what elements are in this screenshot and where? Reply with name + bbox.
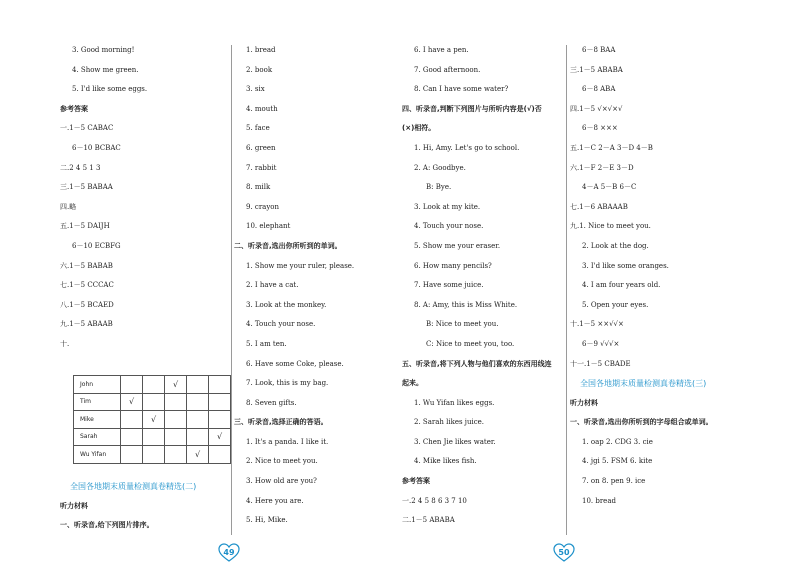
- text-line: 7. Have some juice.: [414, 281, 484, 290]
- grid-cell: [143, 446, 165, 464]
- page-number-left: 49: [218, 543, 240, 563]
- grid-cell: [187, 393, 209, 411]
- answer-line: 四.1－5 √×√×√: [570, 104, 623, 113]
- text-line: 6. Have some Coke, please.: [246, 359, 344, 368]
- text-line: 5. face: [246, 124, 270, 133]
- answer-line: 八.1－5 BCAED: [60, 300, 114, 309]
- text-line: 6. green: [246, 143, 276, 152]
- column-divider: [566, 45, 567, 535]
- text-line: 8. milk: [246, 183, 271, 192]
- question-heading: 起来。: [402, 379, 423, 388]
- text-line: 5. Show me your eraser.: [414, 241, 501, 250]
- row-name: John: [74, 376, 121, 394]
- question-heading: 三、听录音,选择正确的答语。: [234, 418, 328, 427]
- grid-cell: √: [165, 376, 187, 394]
- answers-heading: 参考答案: [402, 477, 430, 486]
- question-heading: 一、听录音,选出你所听到的字母组合或单词。: [570, 418, 713, 427]
- answer-line: 2. Look at the dog.: [582, 241, 649, 250]
- text-line: B: Nice to meet you.: [426, 320, 499, 329]
- question-heading: (×)相符。: [402, 124, 436, 133]
- answer-line: 六.1－F 2－E 3－D: [570, 163, 634, 172]
- section-title: 全国各地期末质量检测真卷精选(二): [70, 482, 197, 491]
- text-line: 10. bread: [582, 496, 616, 505]
- answer-line: 十.1－5 ××√√×: [570, 320, 624, 329]
- answer-line: 4－A 5－B 6－C: [582, 183, 637, 192]
- grid-cell: [121, 446, 143, 464]
- text-line: B: Bye.: [426, 183, 452, 192]
- text-line: C: Nice to meet you, too.: [426, 339, 515, 348]
- text-line: 1. Hi, Amy. Let's go to school.: [414, 143, 520, 152]
- row-name: Wu Yifan: [74, 446, 121, 464]
- grid-cell: √: [143, 411, 165, 429]
- text-line: 3. Chen Jie likes water.: [414, 437, 496, 446]
- answer-line: 二.1－5 ABABA: [402, 516, 455, 525]
- question-heading: 五、听录音,将下列人物与他们喜欢的东西用线连: [402, 359, 552, 368]
- text-line: 2. Sarah likes juice.: [414, 418, 485, 427]
- column-divider: [231, 45, 232, 535]
- answer-line: 一.1－5 CABAC: [60, 124, 114, 133]
- grid-cell: √: [187, 446, 209, 464]
- answer-line: 五.1－C 2－A 3－D 4－B: [570, 143, 653, 152]
- grid-cell: [143, 376, 165, 394]
- table-row: [74, 393, 231, 411]
- text-line: 7. on 8. pen 9. ice: [582, 477, 646, 486]
- question-heading: 二、听录音,选出你所听到的单词。: [234, 241, 342, 250]
- text-line: 8. Seven gifts.: [246, 398, 297, 407]
- text-line: 4. mouth: [246, 104, 278, 113]
- text-line: 2. Nice to meet you.: [246, 457, 318, 466]
- text-line: 4. jgi 5. FSM 6. kite: [582, 457, 653, 466]
- table-row: [74, 428, 231, 446]
- question-heading: 四、听录音,判断下列图片与所听内容是(√)否: [402, 104, 542, 113]
- text-line: 4. Touch your nose.: [414, 222, 484, 231]
- grid-cell: [143, 393, 165, 411]
- answer-line: 七.1－6 ABAAAB: [570, 202, 628, 211]
- column-1-bottom: [60, 477, 230, 536]
- column-2: [234, 41, 394, 531]
- grid-cell: [121, 411, 143, 429]
- answer-line: 6－8 ×××: [582, 124, 618, 133]
- text-line: 3. How old are you?: [246, 477, 317, 486]
- answer-line: 二.2 4 5 1 3: [60, 163, 101, 172]
- text-line: 2. A: Goodbye.: [414, 163, 466, 172]
- row-name: Sarah: [74, 428, 121, 446]
- answer-line: 九.1. Nice to meet you.: [570, 222, 651, 231]
- column-4: [570, 41, 750, 511]
- grid-cell: [143, 428, 165, 446]
- text-line: 6. How many pencils?: [414, 261, 492, 270]
- text-line: 4. Here you are.: [246, 496, 304, 505]
- text-line: 5. I am ten.: [246, 339, 287, 348]
- answer-line: 六.1－5 BABAB: [60, 261, 113, 270]
- text-line: 2. book: [246, 65, 273, 74]
- page-number-right: 50: [553, 543, 575, 563]
- grid-cell: [209, 411, 231, 429]
- answer-line: 一.2 4 5 8 6 3 7 10: [402, 496, 467, 505]
- text-line: 4. Show me green.: [72, 65, 139, 74]
- answer-line: 十一.1－5 CBADE: [570, 359, 631, 368]
- answer-line: 6－8 BAA: [582, 46, 616, 54]
- answer-line: 4. I am four years old.: [582, 281, 661, 290]
- grid-cell: [209, 393, 231, 411]
- grid-cell: √: [121, 393, 143, 411]
- listening-heading: 听力材料: [60, 501, 88, 510]
- answer-line: 6－10 BCBAC: [72, 143, 121, 152]
- grid-cell: [165, 446, 187, 464]
- text-line: 8. Can I have some water?: [414, 85, 509, 94]
- grid-cell: [121, 376, 143, 394]
- text-line: 9. crayon: [246, 202, 280, 211]
- text-line: 3. six: [246, 85, 265, 94]
- answer-line: 6－8 ABA: [582, 85, 616, 94]
- grid-cell: [187, 376, 209, 394]
- listening-heading: 听力材料: [570, 398, 598, 407]
- text-line: 5. Hi, Mike.: [246, 516, 288, 525]
- answer-line: 3. I'd like some oranges.: [582, 261, 669, 270]
- section-title: 全国各地期末质量检测真卷精选(三): [580, 379, 707, 389]
- grid-cell: [121, 428, 143, 446]
- answer-line: 七.1－5 CCCAC: [60, 281, 114, 290]
- text-line: 1. It's a panda. I like it.: [246, 437, 329, 446]
- answer-line: 6－9 √√√×: [582, 339, 620, 348]
- column-3: [402, 41, 572, 531]
- text-line: 4. Touch your nose.: [246, 320, 316, 329]
- answer-grid: [73, 375, 231, 464]
- grid-cell: [209, 376, 231, 394]
- answer-line: 5. Open your eyes.: [582, 300, 649, 309]
- text-line: 5. I'd like some eggs.: [72, 85, 148, 94]
- text-line: 1. oap 2. CDG 3. cie: [582, 437, 653, 446]
- grid-cell: [187, 428, 209, 446]
- grid-cell: [165, 411, 187, 429]
- text-line: 4. Mike likes fish.: [414, 457, 477, 466]
- text-line: 10. elephant: [246, 222, 291, 231]
- table-row: [74, 376, 231, 394]
- table-row: [74, 411, 231, 429]
- text-line: 8. A: Amy, this is Miss White.: [414, 300, 518, 309]
- text-line: 1. Wu Yifan likes eggs.: [414, 398, 495, 407]
- answer-line: 五.1－5 DAIJH: [60, 222, 110, 231]
- text-line: 6. I have a pen.: [414, 46, 469, 54]
- text-line: 2. I have a cat.: [246, 281, 299, 290]
- column-1: [60, 41, 230, 355]
- grid-cell: [165, 393, 187, 411]
- answer-line: 十.: [60, 339, 70, 348]
- answer-line: 四.略: [60, 202, 77, 211]
- text-line: 3. Look at my kite.: [414, 202, 481, 211]
- text-line: 3. Look at the monkey.: [246, 300, 327, 309]
- grid-cell: √: [209, 428, 231, 446]
- text-line: 7. rabbit: [246, 163, 277, 172]
- text-line: 1. bread: [246, 46, 276, 54]
- row-name: Tim: [74, 393, 121, 411]
- answers-heading: 参考答案: [60, 104, 88, 113]
- text-line: 1. Show me your ruler, please.: [246, 261, 355, 270]
- grid-cell: [209, 446, 231, 464]
- table-row: [74, 446, 231, 464]
- text-line: 7. Look, this is my bag.: [246, 379, 329, 388]
- text-line: 3. Good morning!: [72, 46, 135, 54]
- grid-cell: [187, 411, 209, 429]
- row-name: Mike: [74, 411, 121, 429]
- answer-line: 三.1－5 BABAA: [60, 183, 113, 192]
- answer-line: 6－10 ECBFG: [72, 241, 121, 250]
- answer-line: 九.1－5 ABAAB: [60, 320, 113, 329]
- grid-cell: [165, 428, 187, 446]
- answer-line: 三.1－5 ABABA: [570, 65, 623, 74]
- question-heading: 一、听录音,给下列图片排序。: [60, 521, 154, 530]
- text-line: 7. Good afternoon.: [414, 65, 481, 74]
